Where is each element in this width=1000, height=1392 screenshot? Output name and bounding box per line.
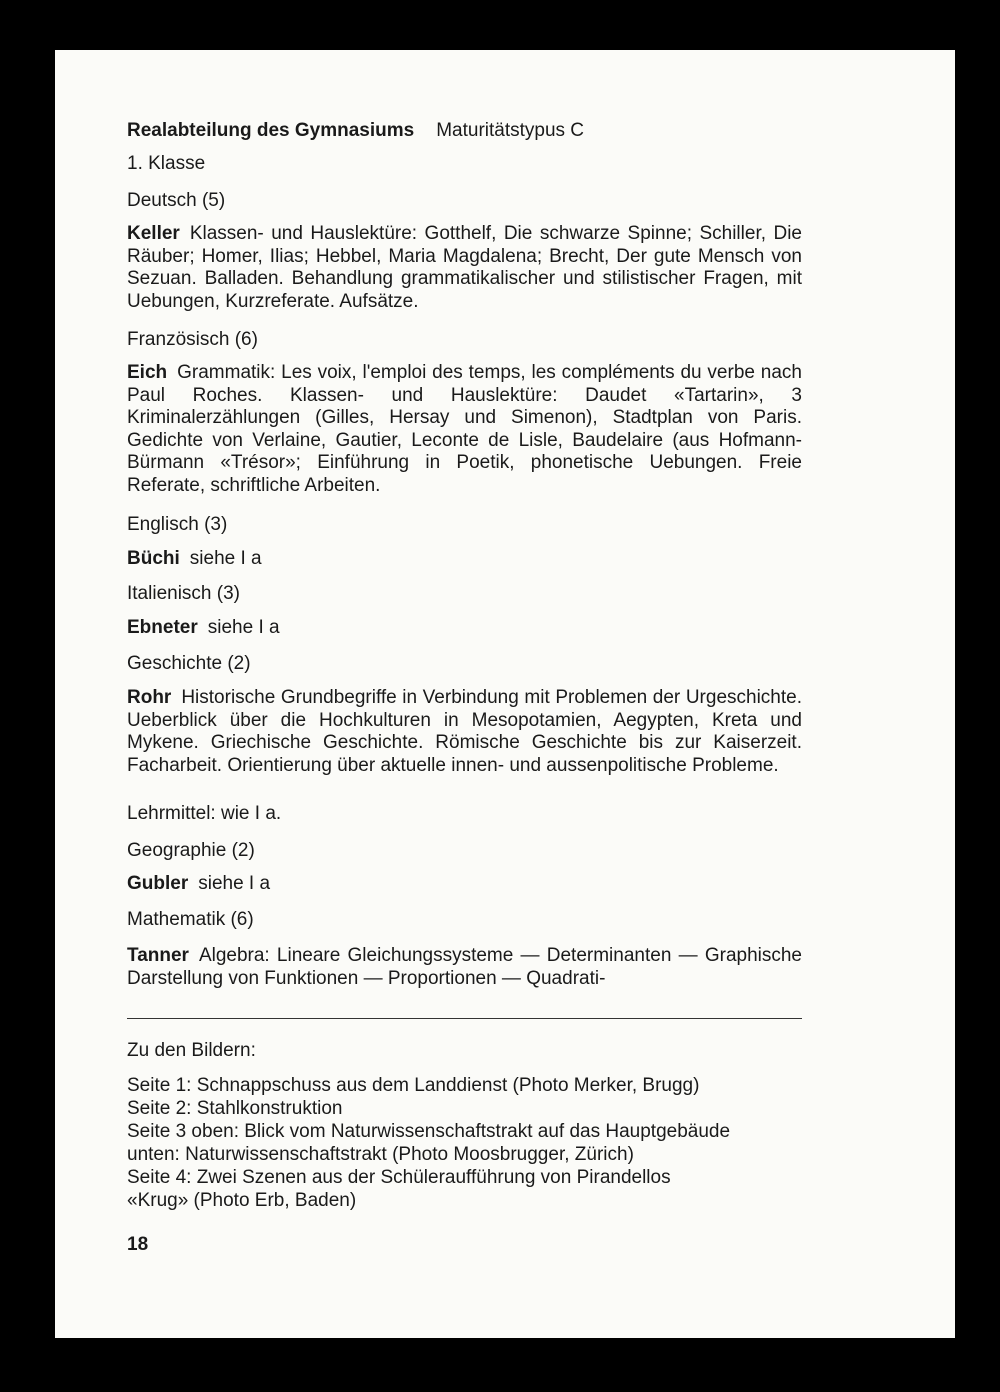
subject-body-geographie bbox=[127, 873, 270, 895]
class-label: 1. Klasse bbox=[127, 153, 206, 174]
subject-heading-mathematik: Mathematik (6) bbox=[127, 909, 254, 930]
subject-text: Grammatik: Les voix, l'emploi des temps, les compléments du verbe nach Paul Roches. Klassen- und Hauslektüre: Daudet «Tartarin», 3 Kriminalerzählungen (Gilles, Hersay und Simenon), Stadtplan von Paris. Gedichte von Verlaine, Gautier, Leconte de Lisle, Baudelaire (aus Hofmann-Bürmann «Trésor»; Einführung in Poetik, phonetische Uebungen. Freie Referate, schriftliche Arbeiten. bbox=[127, 362, 802, 496]
subject-heading-englisch: Englisch (3) bbox=[127, 514, 228, 535]
subject-heading-deutsch: Deutsch (5) bbox=[127, 190, 226, 211]
footnote-line: Seite 4: Zwei Szenen aus der Schüleraufführung von Pirandellos bbox=[127, 1167, 671, 1188]
subject-text: siehe I a bbox=[189, 548, 262, 569]
subject-text: Historische Grundbegriffe in Verbindung mit Problemen der Urgeschichte. Ueberblick über die Hochkulturen in Mesopotamien, Aegypten, Kreta und Mykene. Griechische Geschichte. Römische Geschichte bis zur Kaiserzeit. Facharbeit. Orientierung über aktuelle innen- und aussenpolitische Probleme. bbox=[127, 687, 802, 776]
teacher-name: Büchi bbox=[127, 548, 180, 569]
teacher-name: Ebneter bbox=[127, 617, 198, 638]
subject-body-geschichte bbox=[127, 687, 802, 777]
subject-heading-geschichte: Geschichte (2) bbox=[127, 653, 251, 674]
institution-title: Realabteilung des Gymnasiums bbox=[127, 120, 415, 141]
footnote-line: Seite 3 oben: Blick vom Naturwissenschaftstrakt auf das Hauptgebäude bbox=[127, 1121, 731, 1142]
teacher-name: Eich bbox=[127, 362, 168, 383]
subject-text: Algebra: Lineare Gleichungssysteme — Determinanten — Graphische Darstellung von Funktionen — Proportionen — Quadrati- bbox=[127, 945, 802, 989]
matura-type: Maturitätstypus C bbox=[436, 120, 585, 141]
teacher-name: Rohr bbox=[127, 687, 172, 708]
subject-body-italienisch bbox=[127, 617, 280, 639]
footnote-line: «Krug» (Photo Erb, Baden) bbox=[127, 1190, 357, 1211]
footnote-heading: Zu den Bildern: bbox=[127, 1040, 256, 1061]
footnote-line: unten: Naturwissenschaftstrakt (Photo Moosbrugger, Zürich) bbox=[127, 1144, 634, 1165]
teacher-name: Gubler bbox=[127, 873, 189, 894]
footnote-divider bbox=[127, 1018, 802, 1019]
subject-body-franzoesisch bbox=[127, 362, 802, 497]
document-page bbox=[55, 50, 955, 1338]
page-number: 18 bbox=[127, 1234, 149, 1255]
section-header bbox=[127, 120, 584, 142]
teacher-name: Tanner bbox=[127, 945, 189, 966]
subject-heading-franzoesisch: Französisch (6) bbox=[127, 329, 258, 350]
subject-heading-geographie: Geographie (2) bbox=[127, 840, 255, 861]
subject-body-englisch bbox=[127, 548, 262, 570]
lehrmittel-note: Lehrmittel: wie I a. bbox=[127, 803, 282, 824]
footnote-list bbox=[127, 1074, 802, 1212]
subject-body-mathematik bbox=[127, 945, 802, 990]
subject-body-deutsch bbox=[127, 223, 802, 313]
subject-text: Klassen- und Hauslektüre: Gotthelf, Die schwarze Spinne; Schiller, Die Räuber; Homer, Ilias; Hebbel, Maria Magdalena; Brecht, Der gute Mensch von Sezuan. Balladen. Behandlung grammatikalischer und stilistischer Fragen, mit Uebungen, Kurzreferate. Aufsätze. bbox=[127, 223, 802, 312]
teacher-name: Keller bbox=[127, 223, 180, 244]
subject-text: siehe I a bbox=[198, 873, 271, 894]
subject-text: siehe I a bbox=[207, 617, 280, 638]
subject-heading-italienisch: Italienisch (3) bbox=[127, 583, 240, 604]
footnote-line: Seite 1: Schnappschuss aus dem Landdienst (Photo Merker, Brugg) bbox=[127, 1075, 700, 1096]
footnote-line: Seite 2: Stahlkonstruktion bbox=[127, 1098, 343, 1119]
